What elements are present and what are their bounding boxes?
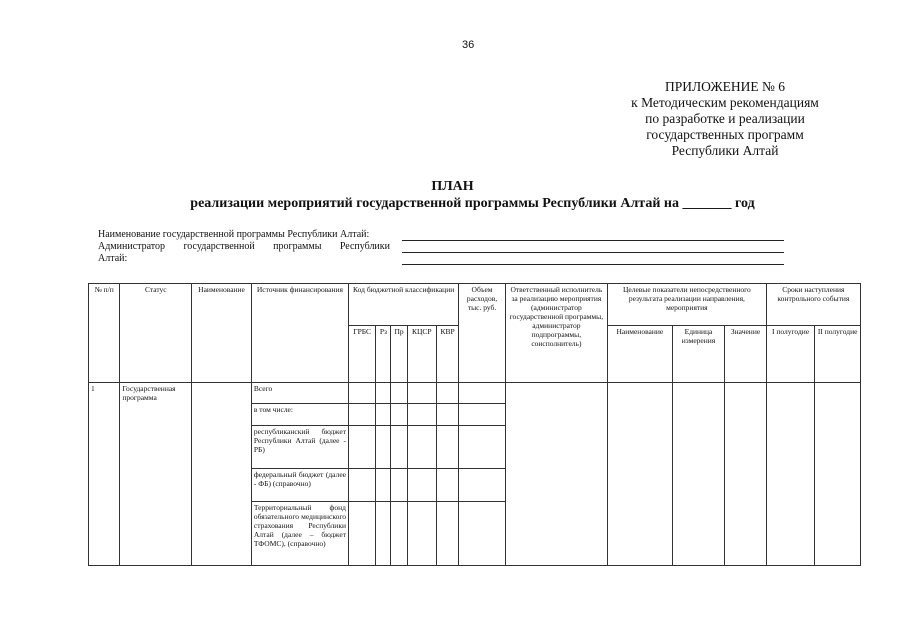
header-status: Статус (120, 284, 192, 383)
title-subtitle: реализации мероприятий государственной программы Республики Алтай на _______ год (190, 196, 755, 211)
source-total: Всего (251, 383, 348, 404)
header-name: Наименование (192, 284, 252, 383)
header-grbs: ГРБС (348, 326, 375, 383)
row-target-name-cell (607, 383, 672, 566)
cell (348, 383, 375, 404)
header-volume: Объем расходов, тыс. руб. (459, 284, 506, 383)
header-responsible: Ответственный исполнитель за реализацию мероприятия (администратор государственной программы, администратор подпрограммы, соисполнитель) (505, 284, 607, 383)
row-status: Государственная программа (120, 383, 192, 566)
administrator-label-cont: Алтай: (98, 253, 128, 264)
appendix-line: к Методическим рекомендациям (631, 95, 819, 110)
header-budget-code: Код бюджетной классификации (348, 284, 458, 326)
title-main: ПЛАН (431, 179, 474, 194)
appendix-line: по разработке и реализации (645, 111, 805, 126)
cell (348, 469, 375, 502)
cell (407, 426, 436, 469)
document-title (0, 178, 905, 212)
cell (391, 383, 407, 404)
cell (459, 426, 506, 469)
cell (407, 469, 436, 502)
source-tfoms: Территориальный фонд обязательного медицинского страхования Республики Алтай (далее – бюджет ТФОМС), (справочно) (251, 502, 348, 566)
header-target-name: Наименование (607, 326, 672, 383)
cell (407, 404, 436, 426)
cell (376, 502, 391, 566)
cell (436, 469, 458, 502)
header-deadlines: Сроки наступления контрольного события (766, 284, 860, 326)
cell (348, 404, 375, 426)
row-target-unit-cell (672, 383, 725, 566)
cell (391, 502, 407, 566)
header-targets: Целевые показатели непосредственного результата реализации направления, мероприятия (607, 284, 766, 326)
cell (407, 383, 436, 404)
cell (391, 469, 407, 502)
administrator-label: Администратор государственной программы Республики (98, 241, 390, 252)
cell (348, 426, 375, 469)
cell (376, 426, 391, 469)
row-half2-cell (815, 383, 861, 566)
cell (436, 383, 458, 404)
source-including: в том числе: (251, 404, 348, 426)
header-target-unit: Единица измерения (672, 326, 725, 383)
cell (459, 383, 506, 404)
header-target-value: Значение (725, 326, 766, 383)
appendix-line: государственных программ (646, 127, 804, 142)
cell (436, 404, 458, 426)
cell (376, 469, 391, 502)
row-num: 1 (89, 383, 120, 566)
page-number: 36 (462, 39, 475, 51)
header-kcsr: КЦСР (407, 326, 436, 383)
program-name-label: Наименование государственной программы Республики Алтай: (98, 229, 370, 240)
header-rz: Рз (376, 326, 391, 383)
row-half1-cell (766, 383, 815, 566)
program-name-fill-line (402, 240, 784, 241)
cell (376, 404, 391, 426)
appendix-header (600, 79, 850, 159)
plan-table (88, 283, 861, 566)
cell (459, 469, 506, 502)
header-half1: I полугодие (766, 326, 815, 383)
header-half2: II полугодие (815, 326, 861, 383)
row-name-cell (192, 383, 252, 566)
cell (391, 426, 407, 469)
cell (436, 502, 458, 566)
appendix-line: ПРИЛОЖЕНИЕ № 6 (664, 79, 786, 94)
cell (436, 426, 458, 469)
cell (459, 502, 506, 566)
table-row (89, 383, 861, 404)
header-source: Источник финансирования (251, 284, 348, 383)
header-pr: Пр (391, 326, 407, 383)
administrator-fill-line (402, 252, 784, 253)
row-responsible-cell (505, 383, 607, 566)
cell (348, 502, 375, 566)
source-rb: республиканский бюджет Республики Алтай (далее - РБ) (251, 426, 348, 469)
appendix-line: Республики Алтай (671, 143, 779, 158)
cell (376, 383, 391, 404)
cell (391, 404, 407, 426)
header-num: № п/п (89, 284, 120, 383)
cell (407, 502, 436, 566)
header-kvr: КВР (436, 326, 458, 383)
cell (459, 404, 506, 426)
administrator-fill-line-2 (402, 264, 784, 265)
source-fb: федеральный бюджет (далее - ФБ) (справочно) (251, 469, 348, 502)
row-target-value-cell (725, 383, 766, 566)
